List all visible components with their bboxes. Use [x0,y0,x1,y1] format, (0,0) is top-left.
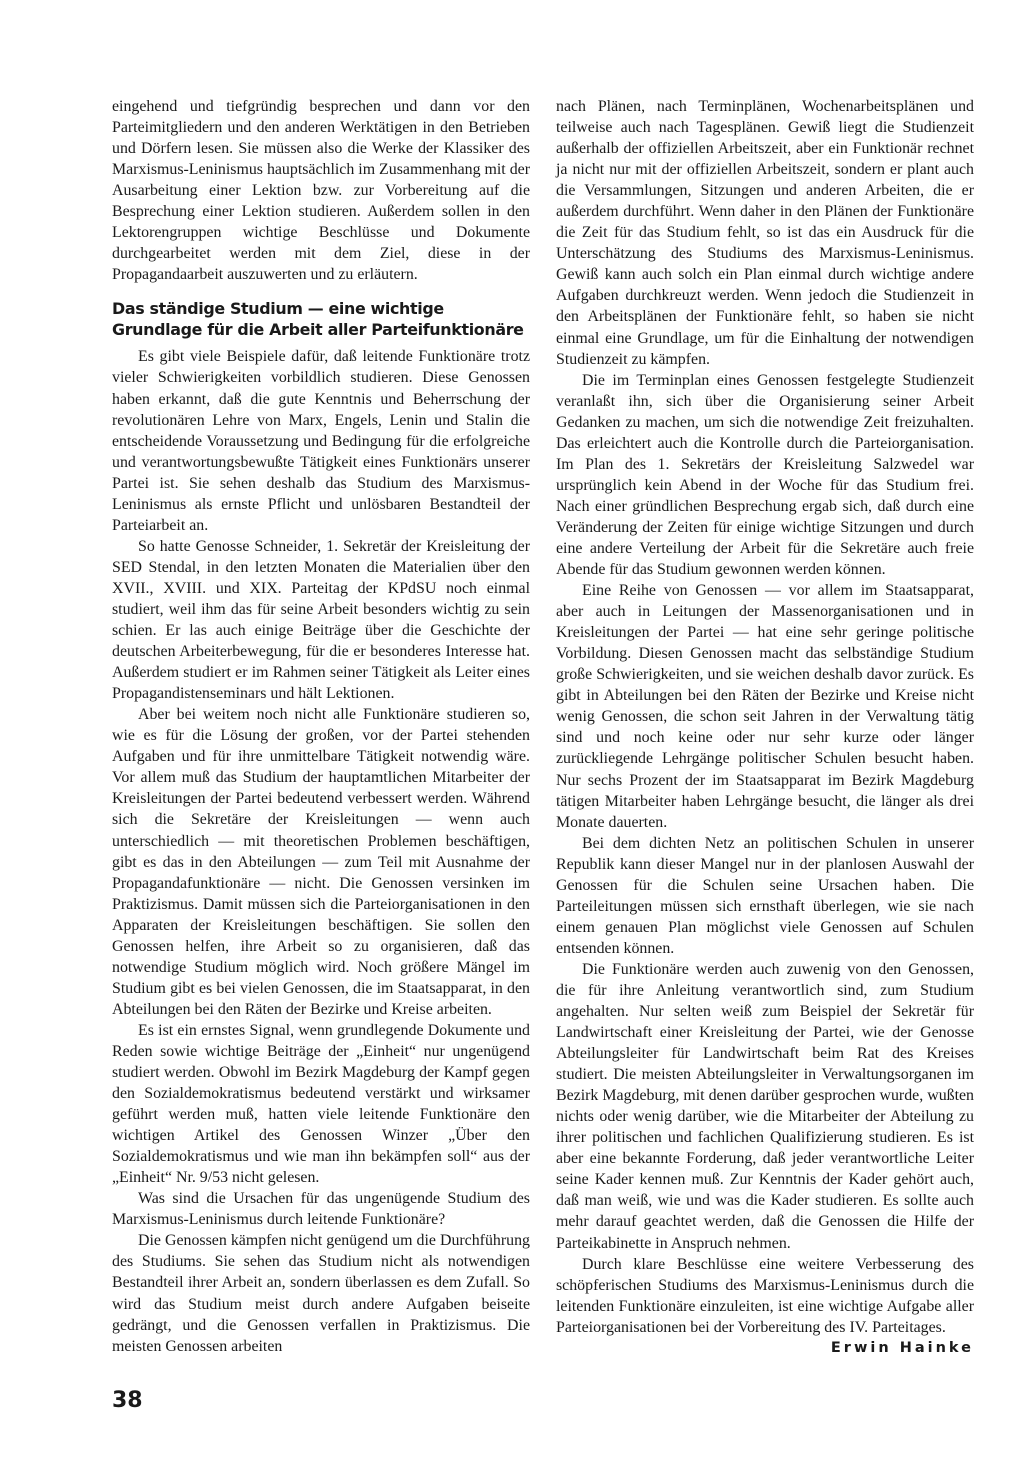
paragraph: Was sind die Ursachen für das ungenügende Studium des Marxismus-Leninismus durch leitende Funktionäre? [112,1190,530,1229]
section-heading: Das ständige Studium — eine wichtige Grundlage für die Arbeit aller Parteifunktionäre [112,299,524,340]
paragraph: Die Funktionäre werden auch zuwenig von den Genossen, die für ihre Anleitung verantwortlich sind, zum Studium angehalten. Nur selten weiß zum Beispiel der Sekretär für Landwirtschaft einer Kreisleitung der Partei, wie der Genosse Abteilungsleiter für Landwirtschaft beim Rat des Kreises studiert. Die meisten Abteilungsleiter in Verwaltungsorganen im Bezirk Magdeburg, mit denen darüber gesprochen wurde, wußten nichts oder wenig darüber, wie die Mitarbeiter der Abteilung zu ihrer politischen und fachlichen Qualifizierung studieren. Es ist aber eine bekannte Forderung, daß jeder verantwortliche Leiter seine Kader kennen muß. Zur Kenntnis der Kader gehört auch, daß man weiß, wie und was die Kader studieren. Es sollte auch mehr darauf geachtet werden, daß die Genossen die Hilfe der Parteikabinette in Anspruch nehmen. [556,960,974,1252]
paragraph: nach Plänen, nach Terminplänen, Wochenarbeitsplänen und teilweise auch nach Tagesplänen. Gewiß liegt die Studienzeit außerhalb der offiziellen Arbeitszeit, aber ein Funktionär rechnet ja nicht nur mit der offiziellen Arbeitszeit, sondern er plant auch die Versammlungen, Sitzungen und anderen Arbeiten, die er außerdem durchführt. Wenn daher in den Plänen der Funktionäre die Zeit für das Studium fehlt, so ist das ein Ausdruck für die Unterschätzung des Studiums des Marxismus-Leninismus. Gewiß kann auch solch ein Plan einmal durch wichtige andere Aufgaben durchkreuzt werden. Wenn jedoch die Studienzeit in den Arbeitsplänen der Funktionäre fehlt, so haben sie nicht einmal eine Grundlage, um für die Einhaltung der notwendigen Studienzeit zu kämpfen. [556,98,974,368]
paragraph: Es gibt viele Beispiele dafür, daß leitende Funktionäre trotz vieler Schwierigkeiten vorbildlich studieren. Diese Genossen haben erkannt, daß die gute Kenntnis und Beherrschung der revolutionären Lehre von Marx, Engels, Lenin und Stalin die entscheidende Voraussetzung und Bedingung für die erfolgreiche und verantwortungsbewußte Tätigkeit eines Funktionärs unserer Partei ist. Sie sehen deshalb das Studium des Marxismus-Leninismus als ernste Pflicht und unlösbaren Bestandteil der Parteiarbeit an. [112,348,530,534]
paragraph-final-text: Durch klare Beschlüsse eine weitere Verbesserung des schöpferischen Studiums des Marxismus-Leninismus durch die leitenden Funktionäre einzuleiten, ist eine wichtige Aufgabe aller Parteiorganisationen bei der Vorbereitung des IV. Parteitages. [556,1255,974,1336]
paragraph: Bei dem dichten Netz an politischen Schulen in unserer Republik kann dieser Mangel nur in der planlosen Auswahl der Genossen für die Schulen seine Ursachen haben. Die Parteileitungen müssen sich ernsthaft überlegen, wie sie nach einem genauen Plan möglichst viele Genossen auf Schulen entsenden können. [556,834,974,957]
right-column [556,96,974,1359]
paragraph: Aber bei weitem noch nicht alle Funktionäre studieren so, wie es für die Lösung der großen, vor der Partei stehenden Aufgaben und für ihre unmittelbare Tätigkeit notwendig wäre. Vor allem muß das Studium der hauptamtlichen Mitarbeiter der Kreisleitungen der Partei bedeutend verbessert werden. Während sich die Sekretäre der Kreisleitungen — wenn auch unterschiedlich — mit theoretischen Problemen beschäftigen, gibt es das in den Abteilungen — zum Teil mit Ausnahme der Propagandafunktionäre — nicht. Die Genossen versinken im Praktizismus. Damit müssen sich die Parteiorganisationen in den Apparaten der Kreisleitungen beschäftigen. Sie sollen den Genossen helfen, ihre Arbeit so zu organisieren, daß das notwendige Studium möglich wird. Noch größere Mängel im Studium gibt es bei vielen Genossen, die im Staatsapparat, in den Abteilungen bei den Räten der Bezirke und Kreise arbeiten. [112,706,530,1018]
left-column [112,96,530,1357]
paragraph: Es ist ein ernstes Signal, wenn grundlegende Dokumente und Reden sowie wichtige Beiträge der „Einheit“ nur ungenügend studiert werden. Obwohl im Bezirk Magdeburg der Kampf gegen den Sozialdemokratismus bedeutend verstärkt und wirksamer geführt werden muß, hatten viele leitende Funktionäre den wichtigen Artikel des Genossen Winzer „Über den Sozialdemokratismus und wie man ihn bekämpfen soll“ aus der „Einheit“ Nr. 9/53 nicht gelesen. [112,1021,530,1187]
paragraph: Eine Reihe von Genossen — vor allem im Staatsapparat, aber auch in Leitungen der Massenorganisationen und in Kreisleitungen der Partei — hat eine sehr geringe politische Vorbildung. Diesen Genossen macht das selbständige Studium große Schwierigkeiten, und sie weichen deshalb davor zurück. Es gibt in Abteilungen bei den Räten der Bezirke und Kreise nicht wenig Genossen, die schon seit Jahren in der Verwaltung tätig sind und noch keine oder nur sehr kurze oder länger zurückliegende Lehrgänge politischer Schulen besucht haben. Nur sechs Prozent der im Staatsapparat im Bezirk Magdeburg tätigen Mitarbeiter haben Lehrgänge besucht, die länger als drei Monate dauerten. [556,582,974,831]
paragraph: So hatte Genosse Schneider, 1. Sekretär der Kreisleitung der SED Stendal, in den letzten Monaten die Materialien über den XVII., XVIII. und XIX. Parteitag der KPdSU noch einmal studiert, weil ihm das für seine Arbeit besonders wichtig zu sein schien. Er las auch einige Beiträge über die Geschichte der deutschen Arbeiterbewegung, für die er besonderes Interesse hat. Außerdem studiert er im Rahmen seiner Tätigkeit als Leiter eines Propagandistenseminars und hält Lektionen. [112,537,530,703]
page-number: 38 [112,1388,143,1413]
paragraph: Die Genossen kämpfen nicht genügend um die Durchführung des Studiums. Sie sehen das Studium nicht als notwendigen Bestandteil ihrer Arbeit an, sondern überlassen es dem Zufall. So wird das Studium meist durch andere Aufgaben beiseite gedrängt, und die Genossen verfallen in Praktizismus. Die meisten Genossen arbeiten [112,1232,530,1355]
author-signature: Erwin Hainke [830,1339,974,1356]
paragraph-final [556,1254,974,1356]
paragraph: Die im Terminplan eines Genossen festgelegte Studienzeit veranlaßt ihn, sich über die Organisierung seiner Arbeit Gedanken zu machen, um sich die notwendige Zeit freizuhalten. Das erleichtert auch die Kontrolle durch die Parteiorganisation. Im Plan des 1. Sekretärs der Kreisleitung Salzwedel war ursprünglich kein Abend in der Woche für das Studium frei. Nach einer gründlichen Besprechung ergab sich, daß durch eine Veränderung der Zeiten für einige wichtige Sitzungen und durch eine andere Verteilung der Arbeit für die Sekretäre auch freie Abende für das Studium gewonnen werden können. [556,371,974,579]
paragraph: eingehend und tiefgründig besprechen und dann vor den Parteimitgliedern und den anderen Werktätigen in den Betrieben und Dörfern lesen. Sie müssen also die Werke der Klassiker des Marxismus-Leninismus hauptsächlich im Zusammenhang mit der Ausarbeitung einer Lektion bzw. zur Vorbereitung auf die Besprechung einer Lektion studieren. Außerdem sollen in den Lektorengruppen wichtige Beschlüsse und Dokumente durchgearbeitet werden mit dem Ziel, diese in der Propagandaarbeit auszuwerten und zu erläutern. [112,98,530,284]
